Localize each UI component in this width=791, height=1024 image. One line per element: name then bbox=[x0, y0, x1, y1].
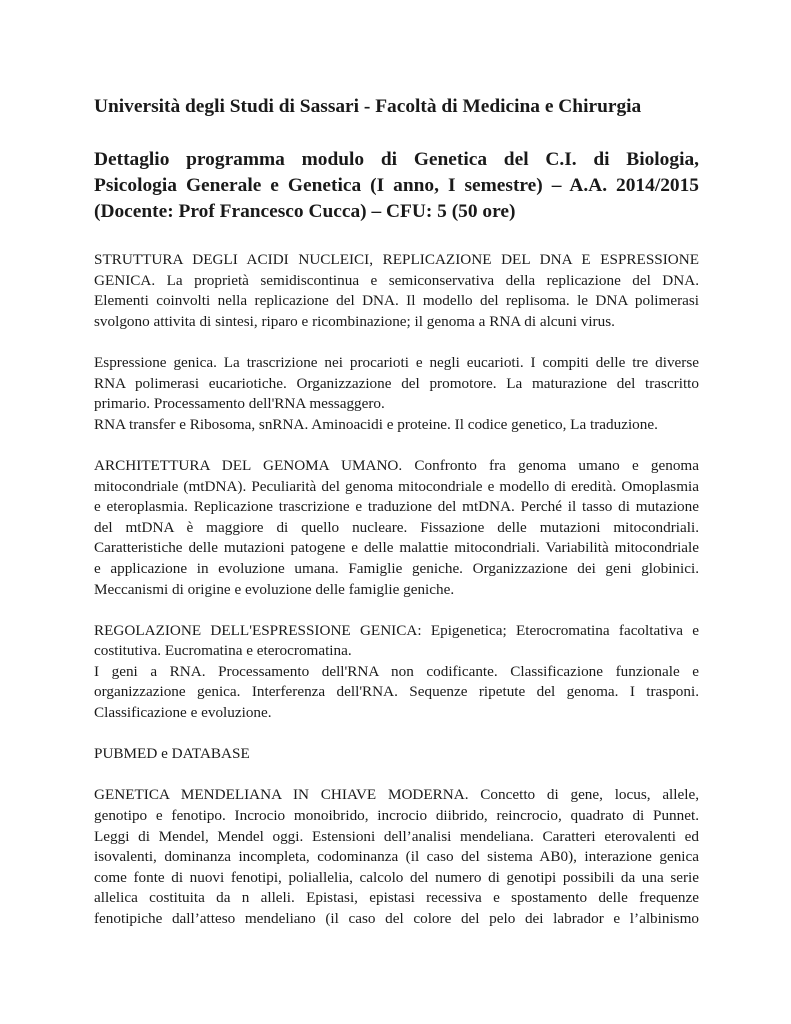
text-line: Elementi coinvolti nella replicazione del DNA. Il modello del replisoma. le DNA polimerasi bbox=[94, 292, 699, 310]
program-title-line: Psicologia Generale e Genetica (I anno, I semestre) – A.A. 2014/2015 bbox=[94, 175, 699, 196]
text-line: come fonte di nuovi fenotipi, poliallelia, calcolo del numero di genotipi possibili da una serie bbox=[94, 868, 699, 886]
text-line: Leggi di Mendel, Mendel oggi. Estensioni dell’analisi mendeliana. Caratteri eterovalenti ed bbox=[94, 827, 699, 845]
text-line: I geni a RNA. Processamento dell'RNA non codificante. Classificazione funzionale e bbox=[94, 662, 699, 680]
text-line: isovalenti, dominanza incompleta, codominanza (il caso del sistema AB0), interazione genica bbox=[94, 848, 699, 866]
text-line: primario. Processamento dell'RNA messaggero. bbox=[94, 395, 385, 413]
text-line: RNA polimerasi eucariotiche. Organizzazione del promotore. La maturazione del trascritto bbox=[94, 374, 699, 392]
text-line: STRUTTURA DEGLI ACIDI NUCLEICI, REPLICAZIONE DEL DNA E ESPRESSIONE bbox=[94, 251, 699, 268]
text-line: costitutiva. Eucromatina e eterocromatina. bbox=[94, 642, 352, 660]
section-gene-regulation bbox=[94, 621, 699, 724]
text-line: PUBMED e DATABASE bbox=[94, 745, 250, 763]
text-line: genotipo e fenotipo. Incrocio monoibrido, incrocio diibrido, reincrocio, quadrato di Punnet. bbox=[94, 807, 699, 825]
text-line: svolgono attivita di sintesi, riparo e ricombinazione; il genoma a RNA di alcuni virus. bbox=[94, 312, 615, 330]
section-gene-expression bbox=[94, 353, 699, 435]
text-line: e applicazione in evoluzione umana. Famiglie geniche. Organizzazione dei geni globinici. bbox=[94, 559, 699, 577]
text-line: Meccanismi di origine e evoluzione delle famiglie geniche. bbox=[94, 580, 455, 598]
program-title bbox=[94, 147, 699, 225]
text-line: allelica costituita da n alleli. Epistasi, epistasi recessiva e spostamento delle frequenze bbox=[94, 889, 699, 907]
text-line: mitocondriale (mtDNA). Peculiarità del genoma mitocondriale e modello di eredità. Omoplasmia bbox=[94, 477, 699, 495]
text-line: GENICA. La proprietà semidiscontinua e semiconservativa della replicazione del DNA. bbox=[94, 271, 699, 289]
program-title-line: Dettaglio programma modulo di Genetica del C.I. di Biologia, bbox=[94, 149, 699, 170]
text-line: fenotipiche dall’atteso mendeliano (il caso del colore del pelo dei labrador e l’albinismo bbox=[94, 910, 699, 927]
text-line: ARCHITETTURA DEL GENOMA UMANO. Confronto fra genoma umano e genoma bbox=[94, 456, 699, 474]
section-genome-architecture bbox=[94, 456, 699, 600]
text-line: e eteroplasmia. Replicazione trascrizione e traduzione del mtDNA. Perché il tasso di mutazione bbox=[94, 498, 699, 516]
text-line: Classificazione e evoluzione. bbox=[94, 704, 272, 722]
text-line: Caratteristiche delle mutazioni patogene e delle malattie mitocondriali. Variabilità mitocondriale bbox=[94, 539, 699, 557]
text-line: REGOLAZIONE DELL'ESPRESSIONE GENICA: Epigenetica; Eterocromatina facoltativa e bbox=[94, 621, 699, 639]
university-header: Università degli Studi di Sassari - Facoltà di Medicina e Chirurgia bbox=[94, 96, 642, 117]
text-line: organizzazione genica. Interferenza dell'RNA. Sequenze ripetute del genoma. I trasponi. bbox=[94, 683, 699, 701]
text-line: GENETICA MENDELIANA IN CHIAVE MODERNA. Concetto di gene, locus, allele, bbox=[94, 786, 699, 804]
section-nucleic-acids bbox=[94, 250, 699, 332]
text-line: del mtDNA è maggiore di quello nucleare. Fissazione delle mutazioni mitocondriali. bbox=[94, 518, 699, 536]
section-mendelian-genetics bbox=[94, 785, 699, 929]
section-pubmed bbox=[94, 744, 699, 765]
text-line: Espressione genica. La trascrizione nei procarioti e negli eucarioti. I compiti delle tre diverse bbox=[94, 353, 699, 371]
document-page bbox=[94, 94, 699, 930]
text-line: RNA transfer e Ribosoma, snRNA. Aminoacidi e proteine. Il codice genetico, La traduzione. bbox=[94, 415, 658, 433]
program-title-line: (Docente: Prof Francesco Cucca) – CFU: 5 (50 ore) bbox=[94, 201, 516, 222]
